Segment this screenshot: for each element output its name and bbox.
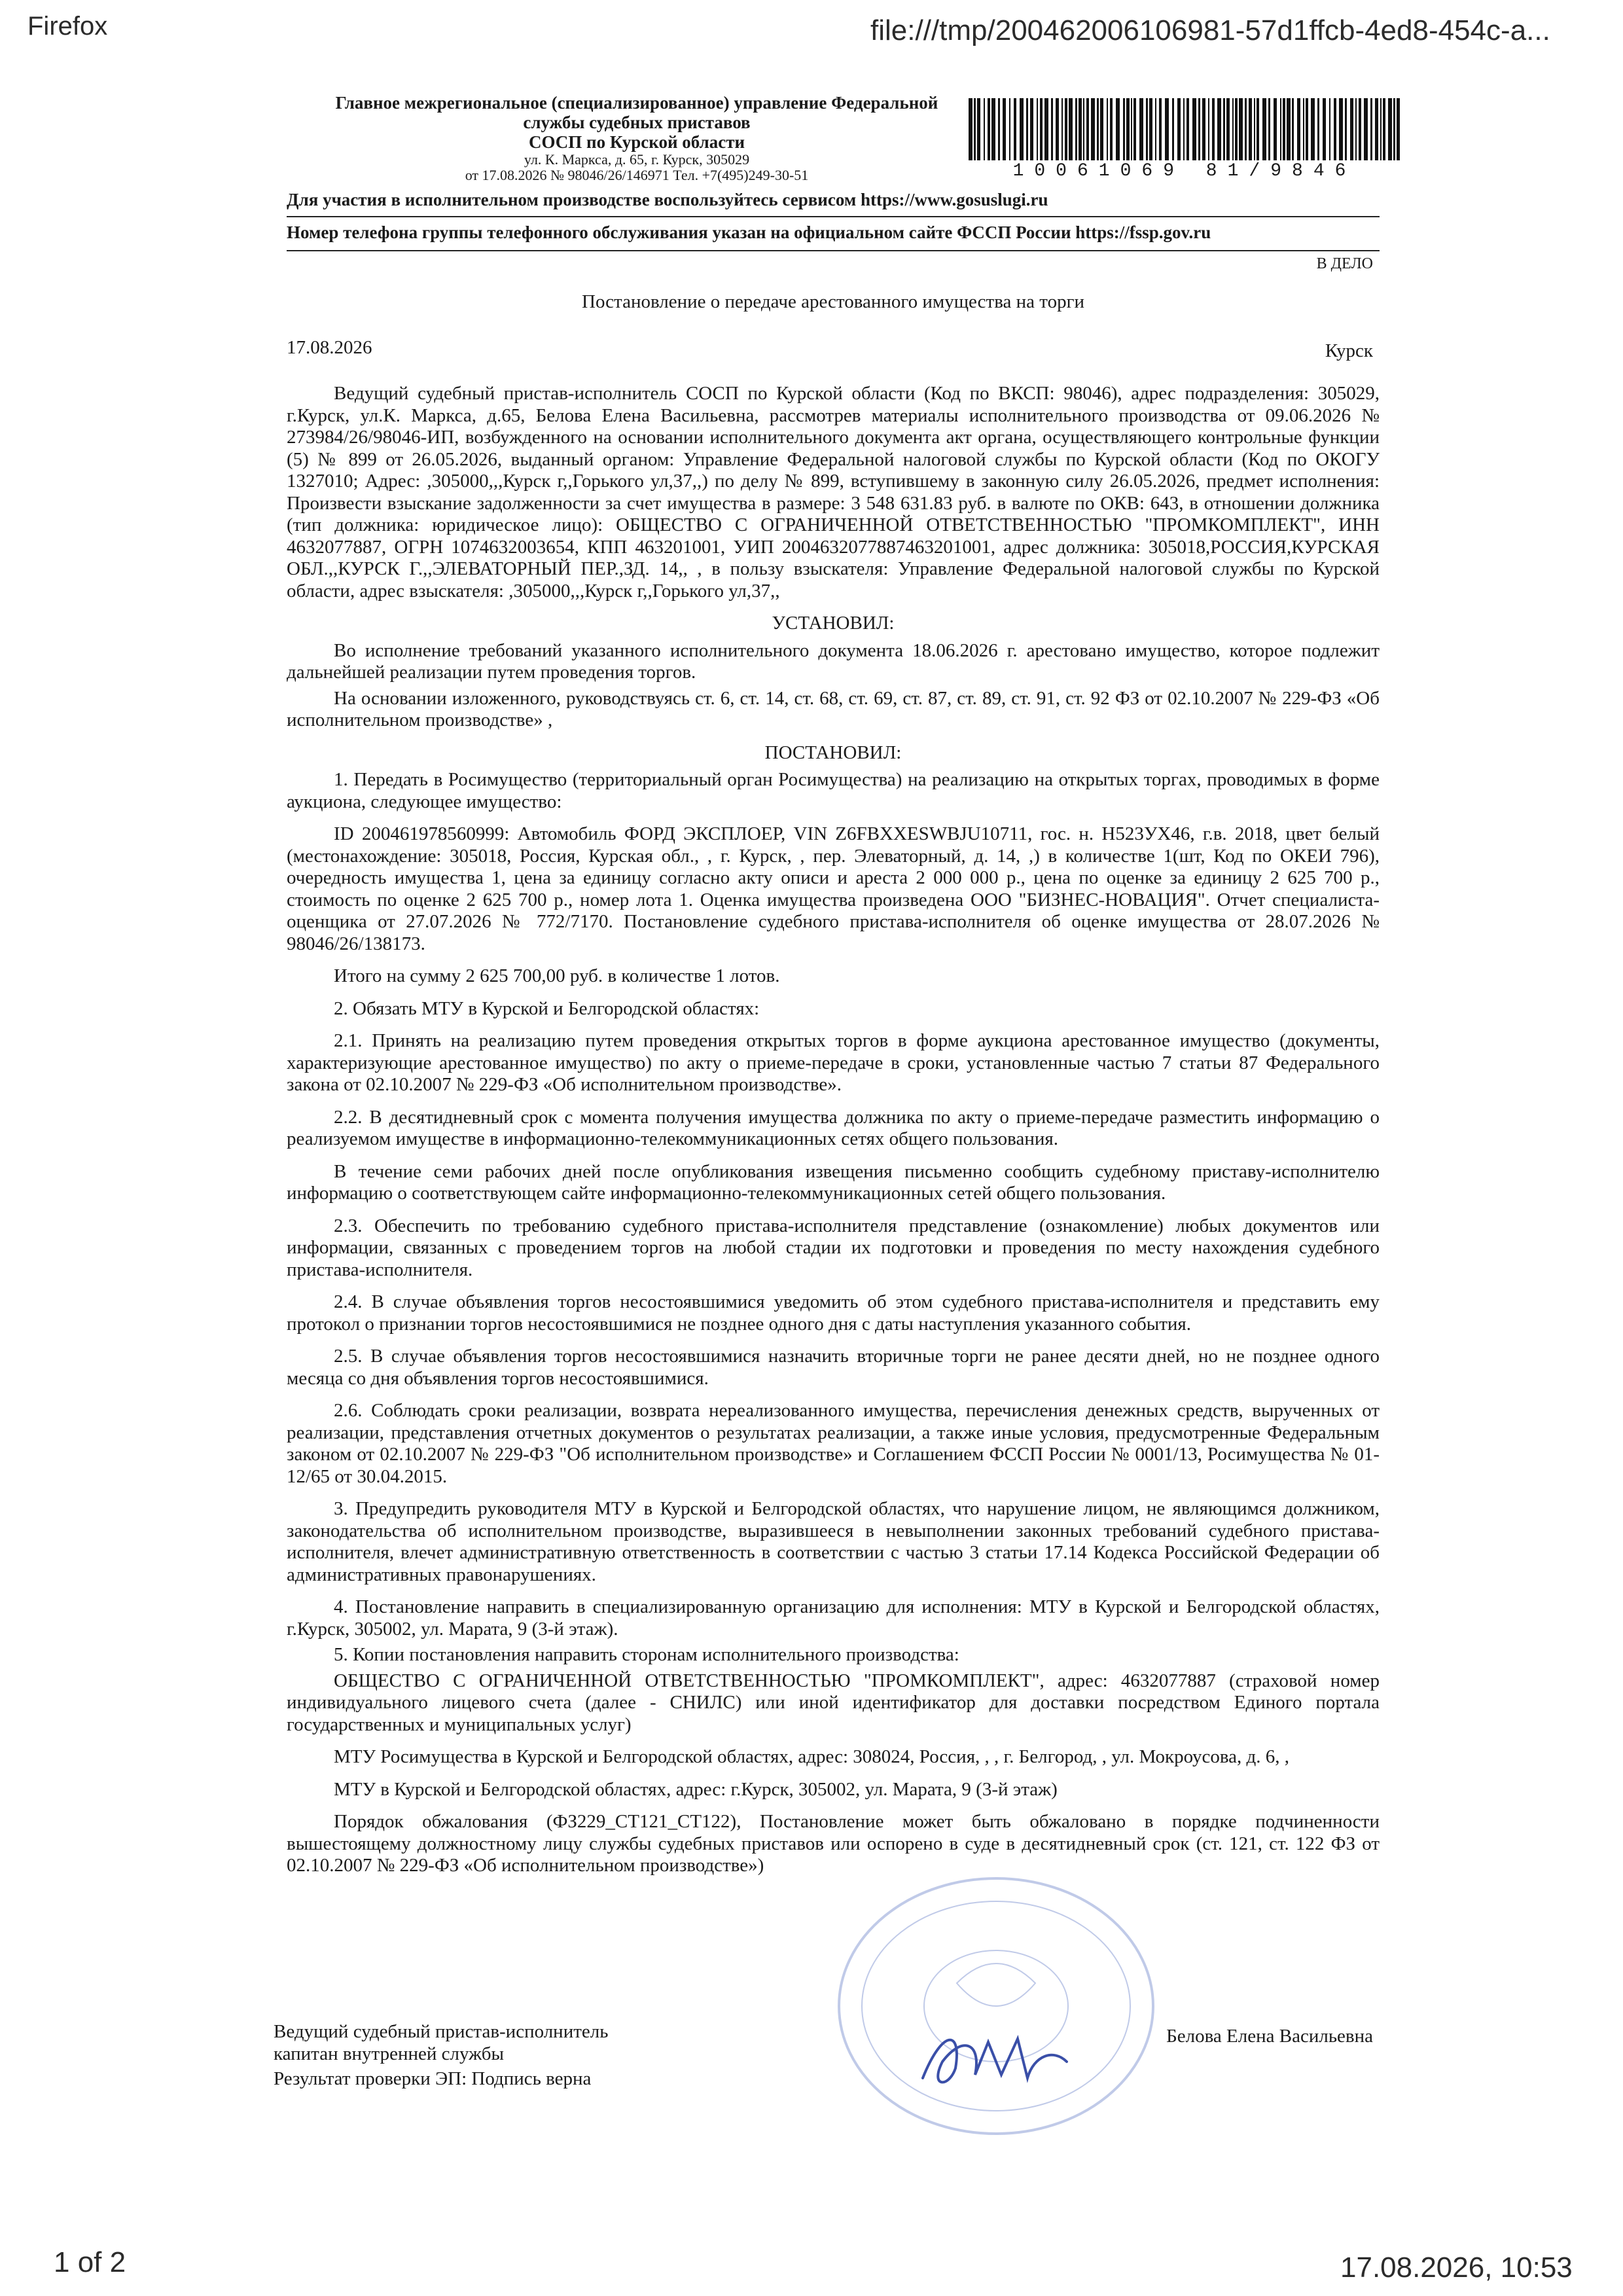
clause-4: 4. Постановление направить в специализированную организацию для исполнения: МТУ в Курской и Белгородской областях, г.Курск, 305002, ул. Марата, 9 (3-й этаж). [287, 1596, 1380, 1640]
clause-2-2-notice: В течение семи рабочих дней после опубликования извещения письменно сообщить судебному приставу-исполнителю информацию о соответствующем сайте информационно-телекоммуникационных сетей общего пользования. [287, 1160, 1380, 1204]
barcode-image [969, 98, 1400, 160]
handwritten-signature-image [903, 2016, 1073, 2101]
recipient-rosimushchestvo: МТУ Росимущества в Курской и Белгородской областях, адрес: 308024, Россия, , , г. Белгород, , ул. Мокроусова, д. 6, , [334, 1746, 1290, 1767]
page-counter: 1 of 2 [54, 2246, 126, 2278]
issuer-reference: от 17.08.2026 № 98046/26/146971 Тел. +7(495)249-30-51 [465, 167, 809, 183]
clause-2-6: 2.6. Соблюдать сроки реализации, возврата нереализованного имущества, перечисления денежных средств, вырученных от реализации, представления отчетных документов о результатах реализации, а также иные условия, предусмотренные Федеральным законом от 02.10.2007 № 229-ФЗ "Об исполнительном производстве» и Соглашением ФССП России № 0001/13, Росимущества № 01-12/65 от 30.04.2015. [287, 1400, 1380, 1487]
file-mark: В ДЕЛО [1316, 255, 1373, 272]
document-body [287, 383, 1380, 1888]
clause-3: 3. Предупредить руководителя МТУ в Курской и Белгородской областях, что нарушение лицом, не являющимся должником, законодательства об исполнительном производстве, выразившееся в невыполнении законных требований судебного пристава-исполнителя, влечет административную ответственность в соответствии с частью 3 статьи 17.14 Кодекса Российской Федерации об административных правонарушениях. [287, 1498, 1380, 1585]
clause-1: 1. Передать в Росимущество (территориальный орган Росимущества) на реализацию на открытых торгах, проводимых в форме аукциона, следующее имущество: [287, 769, 1380, 812]
section-heading-resolved: ПОСТАНОВИЛ: [764, 742, 902, 763]
document-title: Постановление о передаче арестованного имущества на торги [582, 291, 1084, 312]
clause-2-2: 2.2. В десятидневный срок с момента получения имущества должника по акту о приеме-передаче разместить информацию о реализуемом имуществе в информационно-телекоммуникационных сетях общего пользования. [287, 1106, 1380, 1149]
signer-position: Ведущий судебный пристав-исполнитель [274, 2021, 609, 2042]
file-url: file:///tmp/200462006106981-57d1ffcb-4ed8-454c-a... [870, 14, 1550, 46]
clause-2: 2. Обязать МТУ в Курской и Белгородской областях: [334, 997, 760, 1019]
signer-rank: капитан внутренней службы [274, 2043, 504, 2064]
signer-name: Белова Елена Васильевна [1166, 2026, 1373, 2047]
print-datetime: 17.08.2026, 10:53 [1340, 2251, 1573, 2284]
gosuslugi-note: Для участия в исполнительном производстве воспользуйтесь сервисом https://www.gosuslugi.ru [287, 190, 1048, 209]
header-divider [287, 250, 1380, 251]
lot-total: Итого на сумму 2 625 700,00 руб. в количестве 1 лотов. [334, 965, 780, 986]
clause-2-5: 2.5. В случае объявления торгов несостоявшимися назначить вторичные торги не ранее десяти дней, но не позднее одного месяца со дня объявления торгов несостоявшимися. [287, 1346, 1380, 1389]
legal-basis-paragraph: На основании изложенного, руководствуясь ст. 6, ст. 14, ст. 68, ст. 69, ст. 87, ст. 89, ст. 91, ст. 92 ФЗ от 02.10.2007 № 229-ФЗ «Об исполнительном производстве» , [287, 687, 1380, 730]
recipient-debtor: ОБЩЕСТВО С ОГРАНИЧЕННОЙ ОТВЕТСТВЕННОСТЬЮ "ПРОМКОМПЛЕКТ", адрес: 4632077887 (страховой номер индивидуального лицевого счета (далее - СНИЛС) или иной идентификатор для доставки посредством Единого портала государственных и муниципальных услуг) [287, 1670, 1380, 1735]
issuer-block [287, 93, 987, 183]
clause-2-3: 2.3. Обеспечить по требованию судебного пристава-исполнителя представление (ознакомление) любых документов или информации, связанных с проведением торгов на любой стадии их подготовки и проведения по месту нахождения судебного пристава-исполнителя. [287, 1215, 1380, 1280]
clause-2-4: 2.4. В случае объявления торгов несостоявшимися уведомить об этом судебного пристава-исполнителя и представить ему протокол о признании торгов несостоявшимися не позднее одного дня с даты наступления указанного события. [287, 1291, 1380, 1335]
issuer-address: ул. К. Маркса, д. 65, г. Курск, 305029 [524, 151, 750, 168]
property-description: ID 200461978560999: Автомобиль ФОРД ЭКСПЛОЕР, VIN Z6FBXXESWBJU10711, гос. н. Н523УХ46, г.в. 2018, цвет белый (местонахождение: 305018, Россия, Курская обл., , г. Курск, , пер. Элеваторный, д. 14, ,) в количестве 1(шт, Код по ОКЕИ 796), очередность имущества 1, цена за единицу согласно акту описи и ареста 2 000 000 р., цена по оценке за единицу 2 625 700 р., стоимость по оценке 2 625 700 р., номер лота 1. Оценка имущества произведена ООО "БИЗНЕС-НОВАЦИЯ". Отчет специалиста-оценщика от 27.07.2026 № 772/7170. Постановление судебного пристава-исполнителя об оценке имущества от 28.07.2026 № 98046/26/138173. [287, 823, 1380, 954]
clause-5: 5. Копии постановления направить сторонам исполнительного производства: [334, 1644, 959, 1665]
appeal-procedure: Порядок обжалования (ФЗ229_СТ121_СТ122), Постановление может быть обжаловано в порядке подчиненности вышестоящему должностному лицу службы судебных приставов или оспорено в суде в десятидневный срок (ст. 121, ст. 122 ФЗ от 02.10.2007 № 229-ФЗ «Об исполнительном производстве») [287, 1811, 1380, 1876]
header-divider [287, 216, 1380, 217]
established-paragraph: Во исполнение требований указанного исполнительного документа 18.06.2026 г. арестовано имущество, которое подлежит дальнейшей реализации путем проведения торгов. [287, 639, 1380, 683]
signature-verification: Результат проверки ЭП: Подпись верна [274, 2068, 592, 2089]
intro-paragraph: Ведущий судебный пристав-исполнитель СОСП по Курской области (Код по ВКСП: 98046), адрес подразделения: 305029, г.Курск, ул.К. Маркса, д.65, Белова Елена Васильевна, рассмотрев материалы исполнительного производства от 09.06.2026 № 273984/26/98046-ИП, возбужденного на основании исполнительного документа акт органа, осуществляющего контрольные функции (5) № 899 от 26.05.2026, выданный органом: Управление Федеральной налоговой службы по Курской области (Код по ОКОГУ 1327010; Адрес: ,305000,,,Курск г,,Горького ул,37,,) по делу № 899, вступившему в законную силу 26.05.2026, предмет исполнения: Произвести взыскание задолженности за счет имущества в размере: 3 548 631.83 руб. в валюте по ОКВ: 643, в отношении должника (тип должника: юридическое лицо): ОБЩЕСТВО С ОГРАНИЧЕННОЙ ОТВЕТСТВЕННОСТЬЮ "ПРОМКОМПЛЕКТ", ИНН 4632077887, ОГРН 1074632003654, КПП 463201001, УИП 2004632077887463201001, адрес должника: 305018,РОССИЯ,КУРСКАЯ ОБЛ.,,КУРСК Г.,,ЭЛЕВАТОРНЫЙ ПЕР.,ЗД. 14,, , в пользу взыскателя: Управление Федеральной налоговой службы по Курской области, адрес взыскателя: ,305000,,,Курск г,,Горького ул,37,, [287, 383, 1380, 601]
section-heading-established: УСТАНОВИЛ: [772, 613, 895, 634]
document-city: Курск [1325, 340, 1373, 361]
issuer-line: службы судебных приставов [523, 113, 751, 132]
document-date: 17.08.2026 [287, 337, 372, 358]
browser-app-name: Firefox [27, 12, 108, 41]
recipient-mtu: МТУ в Курской и Белгородской областях, адрес: г.Курск, 305002, ул. Марата, 9 (3-й этаж) [334, 1778, 1058, 1800]
barcode-number: 10061069 81/9846 [1012, 161, 1357, 181]
clause-2-1: 2.1. Принять на реализацию путем проведения открытых торгов в форме аукциона арестованное имущество (документы, характеризующие арестованное имущество) по акту о приеме-передаче в сроки, установленные частью 7 статьи 87 Федерального закона от 02.10.2007 № 229-ФЗ «Об исполнительном производстве». [287, 1030, 1380, 1095]
issuer-division: СОСП по Курской области [528, 132, 745, 152]
phone-note: Номер телефона группы телефонного обслуживания указан на официальном сайте ФССП России https://fssp.gov.ru [287, 223, 1211, 242]
issuer-line: Главное межрегиональное (специализированное) управление Федеральной [335, 93, 938, 113]
